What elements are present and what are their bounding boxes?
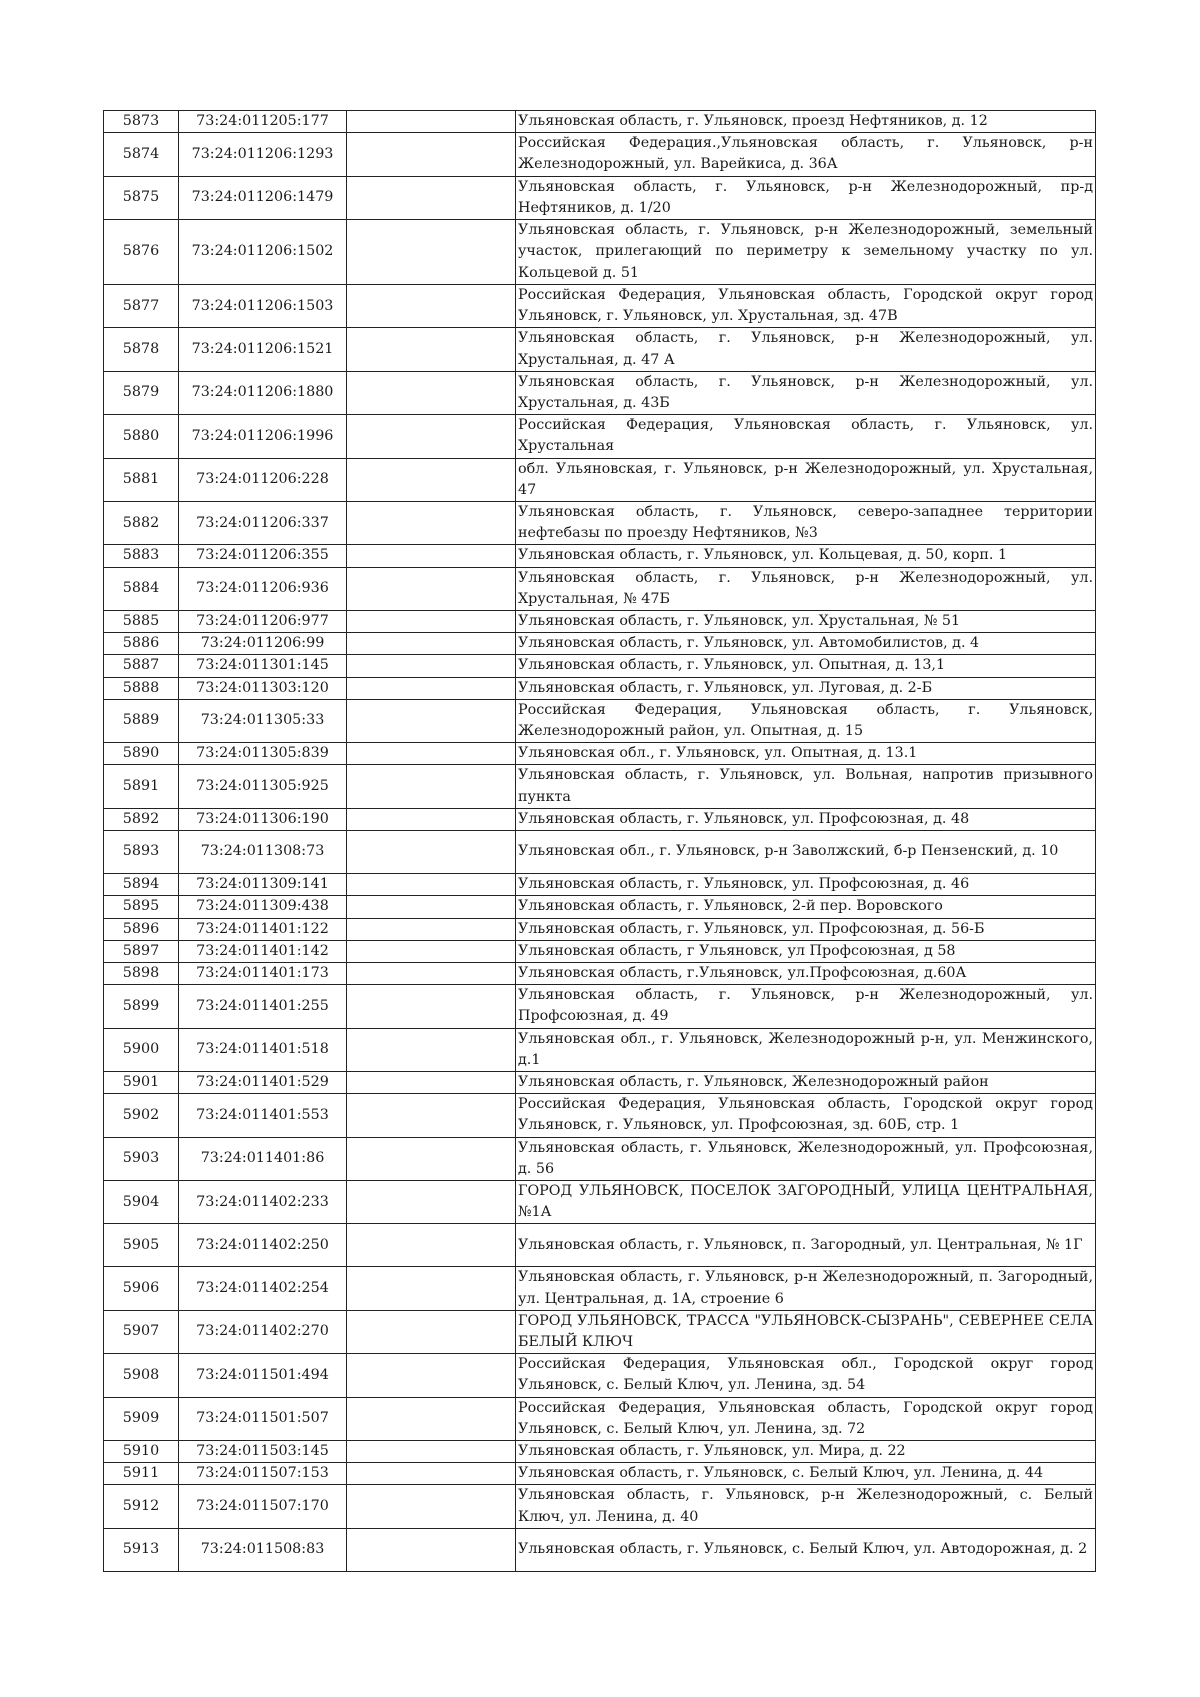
cadastral-number: 73:24:011305:33: [179, 699, 347, 742]
address: Ульяновская обл., г. Ульяновск, ул. Опытная, д. 13.1: [516, 743, 1096, 765]
row-number: 5907: [104, 1310, 179, 1353]
empty-cell: [347, 1354, 516, 1397]
row-number: 5906: [104, 1267, 179, 1310]
table-row: [104, 285, 1096, 328]
cadastral-number: 73:24:011401:142: [179, 940, 347, 962]
table-row: [104, 1267, 1096, 1310]
address: Ульяновская область, г. Ульяновск, р-н Железнодорожный, ул. Профсоюзная, д. 49: [516, 985, 1096, 1028]
cadastral-number: 73:24:011301:145: [179, 655, 347, 677]
table-row: [104, 415, 1096, 458]
table-row: [104, 1180, 1096, 1223]
address: Ульяновская область, г. Ульяновск, с. Белый Ключ, ул. Ленина, д. 44: [516, 1463, 1096, 1485]
row-number: 5883: [104, 545, 179, 567]
address: Ульяновская область, г. Ульяновск, северо-западнее территории нефтебазы по проезду Нефтяников, №3: [516, 502, 1096, 545]
address: Российская Федерация, Ульяновская область, Городской округ город Ульяновск, с. Белый Ключ, ул. Ленина, зд. 72: [516, 1397, 1096, 1440]
cadastral-number: 73:24:011206:1293: [179, 133, 347, 176]
cadastral-number: 73:24:011305:839: [179, 743, 347, 765]
cadastral-number: 73:24:011309:141: [179, 874, 347, 896]
address: Ульяновская область, г. Ульяновск, Железнодорожный район: [516, 1071, 1096, 1093]
table-row: [104, 1071, 1096, 1093]
cadastral-number: 73:24:011206:1502: [179, 220, 347, 285]
empty-cell: [347, 111, 516, 133]
cadastral-number: 73:24:011402:250: [179, 1224, 347, 1267]
row-number: 5876: [104, 220, 179, 285]
empty-cell: [347, 458, 516, 501]
row-number: 5911: [104, 1463, 179, 1485]
address: Ульяновская область, г. Ульяновск, р-н Железнодорожный, ул. Хрустальная, д. 47 А: [516, 328, 1096, 371]
empty-cell: [347, 1224, 516, 1267]
empty-cell: [347, 285, 516, 328]
address: Ульяновская область, г. Ульяновск, ул. Опытная, д. 13,1: [516, 655, 1096, 677]
address: Ульяновская область, г. Ульяновск, с. Белый Ключ, ул. Автодорожная, д. 2: [516, 1528, 1096, 1571]
address: обл. Ульяновская, г. Ульяновск, р-н Железнодорожный, ул. Хрустальная, 47: [516, 458, 1096, 501]
address: ГОРОД УЛЬЯНОВСК, ТРАССА "УЛЬЯНОВСК-СЫЗРАНЬ", СЕВЕРНЕЕ СЕЛА БЕЛЫЙ КЛЮЧ: [516, 1310, 1096, 1353]
cadastral-number: 73:24:011402:254: [179, 1267, 347, 1310]
empty-cell: [347, 962, 516, 984]
table-row: [104, 1354, 1096, 1397]
row-number: 5898: [104, 962, 179, 984]
table-row: [104, 1094, 1096, 1137]
empty-cell: [347, 176, 516, 219]
empty-cell: [347, 1528, 516, 1571]
cadastral-number: 73:24:011206:977: [179, 611, 347, 633]
table-row: [104, 633, 1096, 655]
row-number: 5885: [104, 611, 179, 633]
cadastral-number: 73:24:011206:1503: [179, 285, 347, 328]
row-number: 5886: [104, 633, 179, 655]
empty-cell: [347, 808, 516, 830]
cadastral-number: 73:24:011503:145: [179, 1440, 347, 1462]
address: Российская Федерация.,Ульяновская область, г. Ульяновск, р-н Железнодорожный, ул. Варейкиса, д. 36А: [516, 133, 1096, 176]
empty-cell: [347, 655, 516, 677]
table-row: [104, 831, 1096, 874]
row-number: 5877: [104, 285, 179, 328]
table-row: [104, 1485, 1096, 1528]
empty-cell: [347, 633, 516, 655]
empty-cell: [347, 896, 516, 918]
address: Ульяновская область, г. Ульяновск, ул. Профсоюзная, д. 56-Б: [516, 918, 1096, 940]
cadastral-number: 73:24:011206:1996: [179, 415, 347, 458]
row-number: 5881: [104, 458, 179, 501]
cadastral-number: 73:24:011309:438: [179, 896, 347, 918]
cadastral-number: 73:24:011206:228: [179, 458, 347, 501]
row-number: 5874: [104, 133, 179, 176]
empty-cell: [347, 1094, 516, 1137]
cadastral-number: 73:24:011306:190: [179, 808, 347, 830]
address: ГОРОД УЛЬЯНОВСК, ПОСЕЛОК ЗАГОРОДНЫЙ, УЛИЦА ЦЕНТРАЛЬНАЯ, №1А: [516, 1180, 1096, 1223]
cadastral-number: 73:24:011206:1880: [179, 371, 347, 414]
address: Ульяновская область, г. Ульяновск, Железнодорожный, ул. Профсоюзная, д. 56: [516, 1137, 1096, 1180]
table-row: [104, 918, 1096, 940]
land-registry-table: [103, 110, 1096, 1572]
cadastral-number: 73:24:011401:255: [179, 985, 347, 1028]
row-number: 5905: [104, 1224, 179, 1267]
address: Ульяновская обл., г. Ульяновск, р-н Заволжский, б-р Пензенский, д. 10: [516, 831, 1096, 874]
table-row: [104, 545, 1096, 567]
cadastral-number: 73:24:011402:233: [179, 1180, 347, 1223]
row-number: 5908: [104, 1354, 179, 1397]
address: Ульяновская область, г. Ульяновск, р-н Железнодорожный, пр-д Нефтяников, д. 1/20: [516, 176, 1096, 219]
empty-cell: [347, 567, 516, 610]
empty-cell: [347, 1137, 516, 1180]
address: Ульяновская область, г. Ульяновск, ул. Луговая, д. 2-Б: [516, 677, 1096, 699]
cadastral-number: 73:24:011401:173: [179, 962, 347, 984]
table-row: [104, 328, 1096, 371]
table-row: [104, 502, 1096, 545]
table-row: [104, 1528, 1096, 1571]
table-body: [104, 111, 1096, 1572]
empty-cell: [347, 1028, 516, 1071]
address: Ульяновская область, г. Ульяновск, п. Загородный, ул. Центральная, № 1Г: [516, 1224, 1096, 1267]
empty-cell: [347, 502, 516, 545]
cadastral-number: 73:24:011401:529: [179, 1071, 347, 1093]
row-number: 5902: [104, 1094, 179, 1137]
row-number: 5900: [104, 1028, 179, 1071]
cadastral-number: 73:24:011206:337: [179, 502, 347, 545]
table-row: [104, 220, 1096, 285]
table-row: [104, 111, 1096, 133]
row-number: 5899: [104, 985, 179, 1028]
row-number: 5884: [104, 567, 179, 610]
empty-cell: [347, 677, 516, 699]
row-number: 5878: [104, 328, 179, 371]
empty-cell: [347, 328, 516, 371]
cadastral-number: 73:24:011206:1521: [179, 328, 347, 371]
row-number: 5882: [104, 502, 179, 545]
empty-cell: [347, 874, 516, 896]
empty-cell: [347, 133, 516, 176]
row-number: 5903: [104, 1137, 179, 1180]
row-number: 5892: [104, 808, 179, 830]
empty-cell: [347, 940, 516, 962]
empty-cell: [347, 699, 516, 742]
cadastral-number: 73:24:011303:120: [179, 677, 347, 699]
empty-cell: [347, 1440, 516, 1462]
row-number: 5889: [104, 699, 179, 742]
table-row: [104, 896, 1096, 918]
row-number: 5875: [104, 176, 179, 219]
table-row: [104, 458, 1096, 501]
address: Ульяновская область, г. Ульяновск, ул. Хрустальная, № 51: [516, 611, 1096, 633]
row-number: 5887: [104, 655, 179, 677]
address: Ульяновская обл., г. Ульяновск, Железнодорожный р-н, ул. Менжинского, д.1: [516, 1028, 1096, 1071]
empty-cell: [347, 1485, 516, 1528]
table-row: [104, 808, 1096, 830]
row-number: 5896: [104, 918, 179, 940]
table-row: [104, 985, 1096, 1028]
address: Ульяновская область, г. Ульяновск, 2-й пер. Воровского: [516, 896, 1096, 918]
table-row: [104, 1028, 1096, 1071]
empty-cell: [347, 371, 516, 414]
table-row: [104, 677, 1096, 699]
row-number: 5894: [104, 874, 179, 896]
row-number: 5879: [104, 371, 179, 414]
row-number: 5891: [104, 765, 179, 808]
table-row: [104, 940, 1096, 962]
table-row: [104, 567, 1096, 610]
address: Ульяновская область, г Ульяновск, ул Профсоюзная, д 58: [516, 940, 1096, 962]
address: Ульяновская область, г. Ульяновск, р-н Железнодорожный, ул. Хрустальная, № 47Б: [516, 567, 1096, 610]
row-number: 5873: [104, 111, 179, 133]
table-row: [104, 611, 1096, 633]
empty-cell: [347, 985, 516, 1028]
cadastral-number: 73:24:011206:99: [179, 633, 347, 655]
row-number: 5897: [104, 940, 179, 962]
table-row: [104, 874, 1096, 896]
empty-cell: [347, 415, 516, 458]
empty-cell: [347, 1310, 516, 1353]
address: Ульяновская область, г. Ульяновск, ул. Профсоюзная, д. 46: [516, 874, 1096, 896]
empty-cell: [347, 1180, 516, 1223]
table-row: [104, 1224, 1096, 1267]
table-row: [104, 765, 1096, 808]
table-row: [104, 743, 1096, 765]
row-number: 5888: [104, 677, 179, 699]
empty-cell: [347, 1267, 516, 1310]
cadastral-number: 73:24:011501:494: [179, 1354, 347, 1397]
cadastral-number: 73:24:011402:270: [179, 1310, 347, 1353]
cadastral-number: 73:24:011507:153: [179, 1463, 347, 1485]
cadastral-number: 73:24:011305:925: [179, 765, 347, 808]
cadastral-number: 73:24:011401:122: [179, 918, 347, 940]
address: Российская Федерация, Ульяновская область, Городской округ город Ульяновск, г. Ульяновск, ул. Хрустальная, зд. 47В: [516, 285, 1096, 328]
address: Российская Федерация, Ульяновская область, г. Ульяновск, Железнодорожный район, ул. Опытная, д. 15: [516, 699, 1096, 742]
row-number: 5912: [104, 1485, 179, 1528]
table-row: [104, 371, 1096, 414]
row-number: 5890: [104, 743, 179, 765]
address: Ульяновская область, г. Ульяновск, ул. Мира, д. 22: [516, 1440, 1096, 1462]
table-row: [104, 1137, 1096, 1180]
address: Российская Федерация, Ульяновская область, Городской округ город Ульяновск, г. Ульяновск, ул. Профсоюзная, зд. 60Б, стр. 1: [516, 1094, 1096, 1137]
cadastral-number: 73:24:011401:553: [179, 1094, 347, 1137]
table-row: [104, 176, 1096, 219]
address: Ульяновская область, г. Ульяновск, ул. Автомобилистов, д. 4: [516, 633, 1096, 655]
cadastral-number: 73:24:011401:86: [179, 1137, 347, 1180]
row-number: 5901: [104, 1071, 179, 1093]
cadastral-number: 73:24:011508:83: [179, 1528, 347, 1571]
cadastral-number: 73:24:011401:518: [179, 1028, 347, 1071]
empty-cell: [347, 611, 516, 633]
cadastral-number: 73:24:011206:936: [179, 567, 347, 610]
empty-cell: [347, 1071, 516, 1093]
cadastral-number: 73:24:011206:1479: [179, 176, 347, 219]
cadastral-number: 73:24:011507:170: [179, 1485, 347, 1528]
table-row: [104, 1397, 1096, 1440]
cadastral-number: 73:24:011206:355: [179, 545, 347, 567]
address: Ульяновская область, г. Ульяновск, р-н Железнодорожный, п. Загородный, ул. Центральная, д. 1А, строение 6: [516, 1267, 1096, 1310]
address: Ульяновская область, г. Ульяновск, р-н Железнодорожный, земельный участок, прилегающий по периметру к земельному участку по ул. Кольцевой д. 51: [516, 220, 1096, 285]
row-number: 5904: [104, 1180, 179, 1223]
empty-cell: [347, 831, 516, 874]
empty-cell: [347, 220, 516, 285]
table-row: [104, 1440, 1096, 1462]
cadastral-number: 73:24:011205:177: [179, 111, 347, 133]
address: Ульяновская область, г. Ульяновск, р-н Железнодорожный, с. Белый Ключ, ул. Ленина, д. 40: [516, 1485, 1096, 1528]
address: Ульяновская область, г. Ульяновск, р-н Железнодорожный, ул. Хрустальная, д. 43Б: [516, 371, 1096, 414]
table-row: [104, 699, 1096, 742]
empty-cell: [347, 1463, 516, 1485]
table-row: [104, 655, 1096, 677]
empty-cell: [347, 765, 516, 808]
address: Российская Федерация, Ульяновская обл., Городской округ город Ульяновск, с. Белый Ключ, ул. Ленина, зд. 54: [516, 1354, 1096, 1397]
table-row: [104, 133, 1096, 176]
address: Ульяновская область, г. Ульяновск, ул. Вольная, напротив призывного пункта: [516, 765, 1096, 808]
cadastral-number: 73:24:011501:507: [179, 1397, 347, 1440]
empty-cell: [347, 545, 516, 567]
address: Ульяновская область, г. Ульяновск, проезд Нефтяников, д. 12: [516, 111, 1096, 133]
address: Ульяновская область, г. Ульяновск, ул. Кольцевая, д. 50, корп. 1: [516, 545, 1096, 567]
table-row: [104, 1463, 1096, 1485]
row-number: 5880: [104, 415, 179, 458]
row-number: 5895: [104, 896, 179, 918]
row-number: 5909: [104, 1397, 179, 1440]
empty-cell: [347, 1397, 516, 1440]
row-number: 5913: [104, 1528, 179, 1571]
row-number: 5910: [104, 1440, 179, 1462]
address: Ульяновская область, г.Ульяновск, ул.Профсоюзная, д.60А: [516, 962, 1096, 984]
table-row: [104, 1310, 1096, 1353]
address: Ульяновская область, г. Ульяновск, ул. Профсоюзная, д. 48: [516, 808, 1096, 830]
row-number: 5893: [104, 831, 179, 874]
address: Российская Федерация, Ульяновская область, г. Ульяновск, ул. Хрустальная: [516, 415, 1096, 458]
empty-cell: [347, 918, 516, 940]
empty-cell: [347, 743, 516, 765]
table-row: [104, 962, 1096, 984]
cadastral-number: 73:24:011308:73: [179, 831, 347, 874]
